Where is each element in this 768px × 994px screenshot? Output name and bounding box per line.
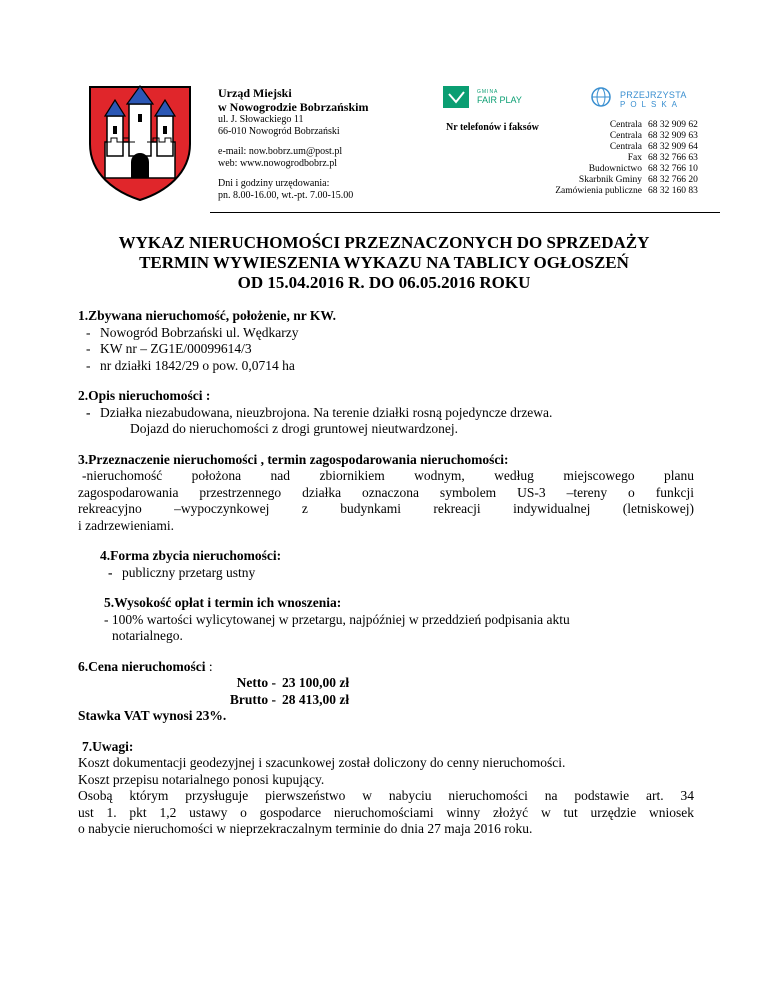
globe-icon xyxy=(590,86,612,113)
section-7-line-2: Koszt przepisu notarialnego ponosi kupujący. xyxy=(78,771,325,787)
price-netto: Netto - 23 100,00 zł xyxy=(236,675,350,690)
phone-row: Centrala 68 32 909 63 xyxy=(609,131,698,141)
list-item: - publiczny przetarg ustny xyxy=(108,564,256,580)
section-3-line-2: zagospodarowania przestrzennego działka oznaczona symbolem US-3 –tereny o funkcji xyxy=(78,484,694,500)
section-3-heading: 3.Przeznaczenie nieruchomości , termin zagospodarowania nieruchomości: xyxy=(78,451,509,467)
phones-header: Nr telefonów i faksów xyxy=(446,122,539,133)
office-postal: 66-010 Nowogród Bobrzański xyxy=(218,126,340,137)
phone-row: Fax 68 32 766 63 xyxy=(627,153,698,163)
office-name: Urząd Miejski xyxy=(218,86,292,100)
przejrzysta-polska-logo xyxy=(590,86,687,113)
phone-row: Zamówienia publiczne 68 32 160 83 xyxy=(555,186,698,196)
phones-list xyxy=(520,120,710,197)
section-2-heading: 2.Opis nieruchomości : xyxy=(78,388,211,403)
section-7-line-3: Osobą którym przysługuje pierwszeństwo w nabyciu nieruchomości na podstawie art. 34 xyxy=(78,788,694,803)
vat-rate: Stawka VAT wynosi 23%. xyxy=(78,708,227,723)
phone-row: Skarbnik Gminy 68 32 766 20 xyxy=(578,175,698,185)
section-3-line-1: -nieruchomość położona nad zbiornikiem wodnym, według miejscowego planu xyxy=(82,468,694,483)
office-city: w Nowogrodzie Bobrzańskim xyxy=(218,100,369,114)
section-7-line-5: o nabycie nieruchomości w nieprzekraczalnym terminie do dnia 27 maja 2016 roku. xyxy=(78,821,533,836)
section-5-heading: 5.Wysokość opłat i termin ich wnoszenia: xyxy=(104,595,342,610)
fair-play-logo xyxy=(443,86,522,108)
title-line-1: WYKAZ NIERUCHOMOŚCI PRZEZNACZONYCH DO SPRZEDAŻY xyxy=(118,233,650,252)
office-web: web: www.nowogrodbobrz.pl xyxy=(218,158,338,169)
document-title xyxy=(60,233,708,293)
phone-row: Budownictwo 68 32 766 10 xyxy=(588,164,698,174)
office-street: ul. J. Słowackiego 11 xyxy=(218,114,304,125)
section-5-line-2: notarialnego. xyxy=(112,628,183,643)
office-hours-label: Dni i godziny urzędowania: xyxy=(218,178,330,189)
section-2-line-2: Dojazd do nieruchomości z drogi gruntowej nieutwardzonej. xyxy=(130,421,459,436)
city-crest-logo xyxy=(85,82,195,204)
title-line-2: TERMIN WYWIESZENIA WYKAZU NA TABLICY OGŁOSZEŃ xyxy=(139,253,629,272)
document-body xyxy=(78,308,694,838)
price-brutto: Brutto - 28 413,00 zł xyxy=(229,691,350,707)
section-3-line-4: i zadrzewieniami. xyxy=(78,517,174,533)
fair-play-small-text: GMINA xyxy=(477,89,499,95)
section-7-line-4: ust 1. pkt 1,2 ustawy o gospodarce nieruchomościami winny złożyć w tut urzędzie wniosek xyxy=(78,804,694,820)
section-1-heading: 1.Zbywana nieruchomość, położenie, nr KW. xyxy=(78,308,337,323)
pp-line1: PRZEJRZYSTA xyxy=(620,90,687,100)
phone-row: Centrala 68 32 909 62 xyxy=(609,120,698,130)
section-4-heading: 4.Forma zbycia nieruchomości: xyxy=(100,548,282,563)
letterhead-divider xyxy=(210,212,720,213)
phone-row: Centrala 68 32 909 64 xyxy=(609,142,698,152)
list-item: - KW nr – ZG1E/00099614/3 xyxy=(86,341,252,356)
title-line-3: OD 15.04.2016 R. DO 06.05.2016 ROKU xyxy=(237,273,531,292)
fair-play-check-icon xyxy=(443,86,469,108)
section-6-heading: 6.Cena nieruchomości : xyxy=(78,658,213,674)
section-7-heading: 7.Uwagi: xyxy=(82,738,134,754)
list-item: - nr działki 1842/29 o pow. 0,0714 ha xyxy=(86,357,295,373)
list-item: - Nowogród Bobrzański ul. Wędkarzy xyxy=(86,324,299,340)
fair-play-text: FAIR PLAY xyxy=(477,95,522,105)
office-email: e-mail: now.bobrz.um@post.pl xyxy=(218,146,343,157)
list-item: - Działka niezabudowana, nieuzbrojona. Na terenie działki rosną pojedyncze drzewa. xyxy=(86,404,553,420)
office-address-block xyxy=(218,86,368,202)
office-hours: pn. 8.00-16.00, wt.-pt. 7.00-15.00 xyxy=(218,190,354,201)
section-5-line-1: - 100% wartości wylicytowanej w przetargu, najpóźniej w przeddzień podpisania aktu xyxy=(104,611,570,627)
section-7-line-1: Koszt dokumentacji geodezyjnej i szacunkowej został doliczony do cenny nieruchomości. xyxy=(78,755,566,770)
section-3-line-3: rekreacyjno –wypoczynkowej z budynkami rekreacji indywidualnej (letniskowej) xyxy=(78,501,694,516)
pp-line2: POLSKA xyxy=(620,100,683,109)
